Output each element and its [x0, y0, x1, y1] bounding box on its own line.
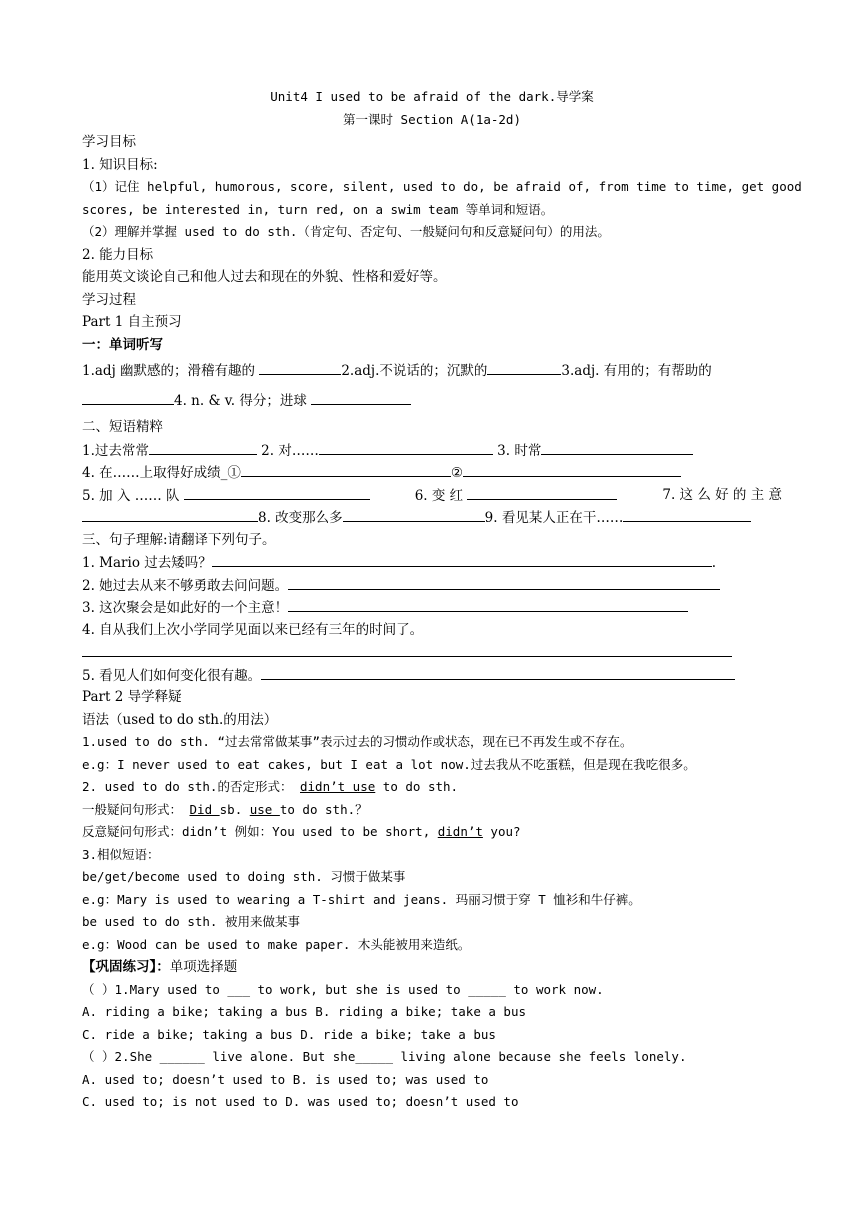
grammar-tag-question-form — [82, 821, 782, 844]
objectives-heading: 学习目标 — [82, 134, 136, 150]
text: to do sth.？ — [279, 801, 368, 817]
grammar-question-form — [82, 799, 782, 822]
answer-blank[interactable] — [311, 389, 411, 405]
answer-blank[interactable] — [288, 574, 720, 590]
vocab-section-heading: 一：单词听写 — [82, 336, 163, 353]
page-subtitle: 第一课时 Section A(1a-2d) — [343, 111, 521, 127]
knowledge-objective-heading: 1. 知识目标: — [82, 156, 158, 173]
phrase-item-5: 5. 加 入 …… 队 — [82, 487, 184, 504]
knowledge-objective-1b: scores, be interested in, turn red, on a swim team 等单词和短语。 — [82, 201, 554, 217]
page-title: Unit4 I used to be afraid of the dark.导学案 — [270, 89, 594, 104]
phrase-item-1: 1.过去常常 — [82, 442, 149, 459]
answer-blank[interactable] — [541, 439, 693, 455]
similar-phrase-2: be used to do sth. 被用来做某事 — [82, 914, 300, 929]
similar-phrase-1-example: e.g：Mary is used to wearing a T-shirt and jeans. 玛丽习惯于穿 T 恤衫和牛仔裤。 — [82, 891, 641, 907]
phrase-item-4b: ② — [450, 465, 464, 481]
answer-blank[interactable] — [261, 664, 735, 680]
exercise-heading-bold: 【巩固练习】： — [82, 959, 170, 975]
phrase-item-9: 9. 看见某人正在干…… — [484, 510, 624, 526]
phrase-item-2: 2. 对…… — [256, 442, 319, 459]
sentence-item-4-answer — [82, 641, 782, 664]
sentence-text: 3. 这次聚会是如此好的一个主意！ — [82, 600, 289, 616]
answer-blank[interactable] — [149, 439, 257, 455]
grammar-negative-form — [82, 776, 782, 799]
answer-blank[interactable] — [288, 596, 688, 612]
exercise-heading — [82, 956, 782, 979]
answer-blank[interactable] — [259, 359, 341, 375]
answer-blank[interactable] — [319, 439, 493, 455]
vocab-item-4: 4. n. & v. 得分；进球 — [174, 393, 312, 409]
answer-blank[interactable] — [212, 551, 712, 567]
text: you? — [482, 824, 521, 839]
answer-blank[interactable] — [82, 506, 258, 522]
similar-phrases-heading: 3.相似短语： — [82, 846, 160, 862]
answer-blank[interactable] — [623, 506, 751, 522]
knowledge-objective-1a: （1）记住 helpful, humorous, score, silent, used to do, be afraid of, from time to time, get good — [82, 179, 802, 194]
answer-blank[interactable] — [82, 641, 732, 657]
similar-phrase-1: be/get/become used to doing sth. 习惯于做某事 — [82, 869, 406, 884]
text: sb. — [219, 801, 250, 817]
phrase-item-7: 7. 这 么 好 的 主 意 — [662, 486, 782, 503]
phrase-item-8: 8. 改变那么多 — [258, 510, 343, 526]
question-2: （ ）2.She ______ live alone. But she_____ living alone because she feels lonely. — [82, 1049, 687, 1064]
worksheet-page — [82, 86, 802, 1114]
answer-blank[interactable] — [241, 461, 451, 477]
answer-blank[interactable] — [463, 461, 681, 477]
answer-blank[interactable] — [487, 359, 561, 375]
phrase-item-4: 4. 在……上取得好成绩_① — [82, 465, 241, 481]
vocab-item-1: 1.adj 幽默感的；滑稽有趣的 — [82, 363, 260, 379]
part2-heading: Part 2 导学释疑 — [82, 689, 182, 705]
question-2-options-cd: C. used to; is not used to D. was used to; doesn’t used to — [82, 1094, 519, 1109]
vocab-row-1 — [82, 356, 782, 386]
sentence-text: 5. 看见人们如何变化很有趣。 — [82, 667, 262, 684]
underlined-text: use — [249, 801, 280, 817]
answer-blank[interactable] — [467, 484, 617, 500]
text: 2. used to do sth.的否定形式： — [82, 779, 300, 794]
vocab-item-3: 3.adj. 有用的；有帮助的 — [561, 363, 712, 379]
text: to do sth. — [375, 779, 459, 794]
underlined-text: didn’t use — [300, 779, 376, 794]
question-1-options-ab: A. riding a bike; taking a bus B. riding a bike; take a bus — [82, 1004, 527, 1019]
answer-blank[interactable] — [82, 389, 174, 405]
phrase-item-6: 6. 变 红 — [414, 487, 468, 504]
phrase-row-2 — [82, 461, 782, 484]
sentence-item-4: 4. 自从我们上次小学同学见面以来已经有三年的时间了。 — [82, 621, 424, 638]
ability-objective-1: 能用英文谈论自己和他人过去和现在的外貌、性格和爱好等。 — [82, 269, 447, 285]
similar-phrase-2-example: e.g：Wood can be used to make paper. 木头能被用来造纸。 — [82, 936, 471, 952]
sentence-text: 1. Mario 过去矮吗？ — [82, 555, 212, 571]
text: 反意疑问句形式：didn’t 例如：You used to be short, — [82, 824, 438, 839]
question-1: （ ）1.Mary used to ___ to work, but she is used to _____ to work now. — [82, 981, 604, 997]
phrase-item-3: 3. 时常 — [492, 442, 542, 459]
process-heading: 学习过程 — [82, 291, 136, 308]
phrase-row-1 — [82, 439, 782, 462]
answer-blank[interactable] — [343, 506, 485, 522]
sentence-item-5 — [82, 664, 782, 687]
sentence-text: 2. 她过去从来不够勇敢去问问题。 — [82, 577, 289, 594]
vocab-item-2: 2.adj.不说话的；沉默的 — [341, 363, 488, 379]
question-2-options-ab: A. used to; doesn’t used to B. is used to; was used to — [82, 1071, 489, 1087]
part1-heading: Part 1 自主预习 — [82, 314, 182, 330]
grammar-example-1: e.g：I never used to eat cakes, but I eat a lot now.过去我从不吃蛋糕，但是现在我吃很多。 — [82, 756, 696, 772]
phrase-section-heading: 二、短语精粹 — [82, 419, 163, 435]
sentence-item-2 — [82, 574, 782, 597]
question-1-options-cd: C. ride a bike; taking a bus D. ride a bike; take a bus — [82, 1026, 496, 1042]
underlined-text: Did — [189, 801, 220, 817]
grammar-point-1: 1.used to do sth. “过去常常做某事”表示过去的习惯动作或状态，现在已不再发生或不存在。 — [82, 734, 633, 749]
underlined-text: didn’t — [437, 824, 483, 839]
vocab-row-2 — [82, 386, 782, 416]
sentence-section-heading: 三、句子理解:请翻译下列句子。 — [82, 531, 276, 548]
exercise-heading-rest: 单项选择题 — [169, 959, 238, 975]
knowledge-objective-2: （2）理解并掌握 used to do sth.（肯定句、否定句、一般疑问句和反意疑问句）的用法。 — [82, 224, 610, 239]
grammar-heading: 语法（used to do sth.的用法） — [82, 711, 278, 728]
phrase-row-3 — [82, 484, 782, 507]
answer-blank[interactable] — [184, 484, 370, 500]
ability-objective-heading: 2. 能力目标 — [82, 246, 154, 263]
sentence-item-1: 1. Mario 过去矮吗？ . — [82, 551, 782, 574]
sentence-item-3 — [82, 596, 782, 619]
text: 一般疑问句形式： — [82, 801, 190, 817]
phrase-row-4 — [82, 506, 782, 529]
